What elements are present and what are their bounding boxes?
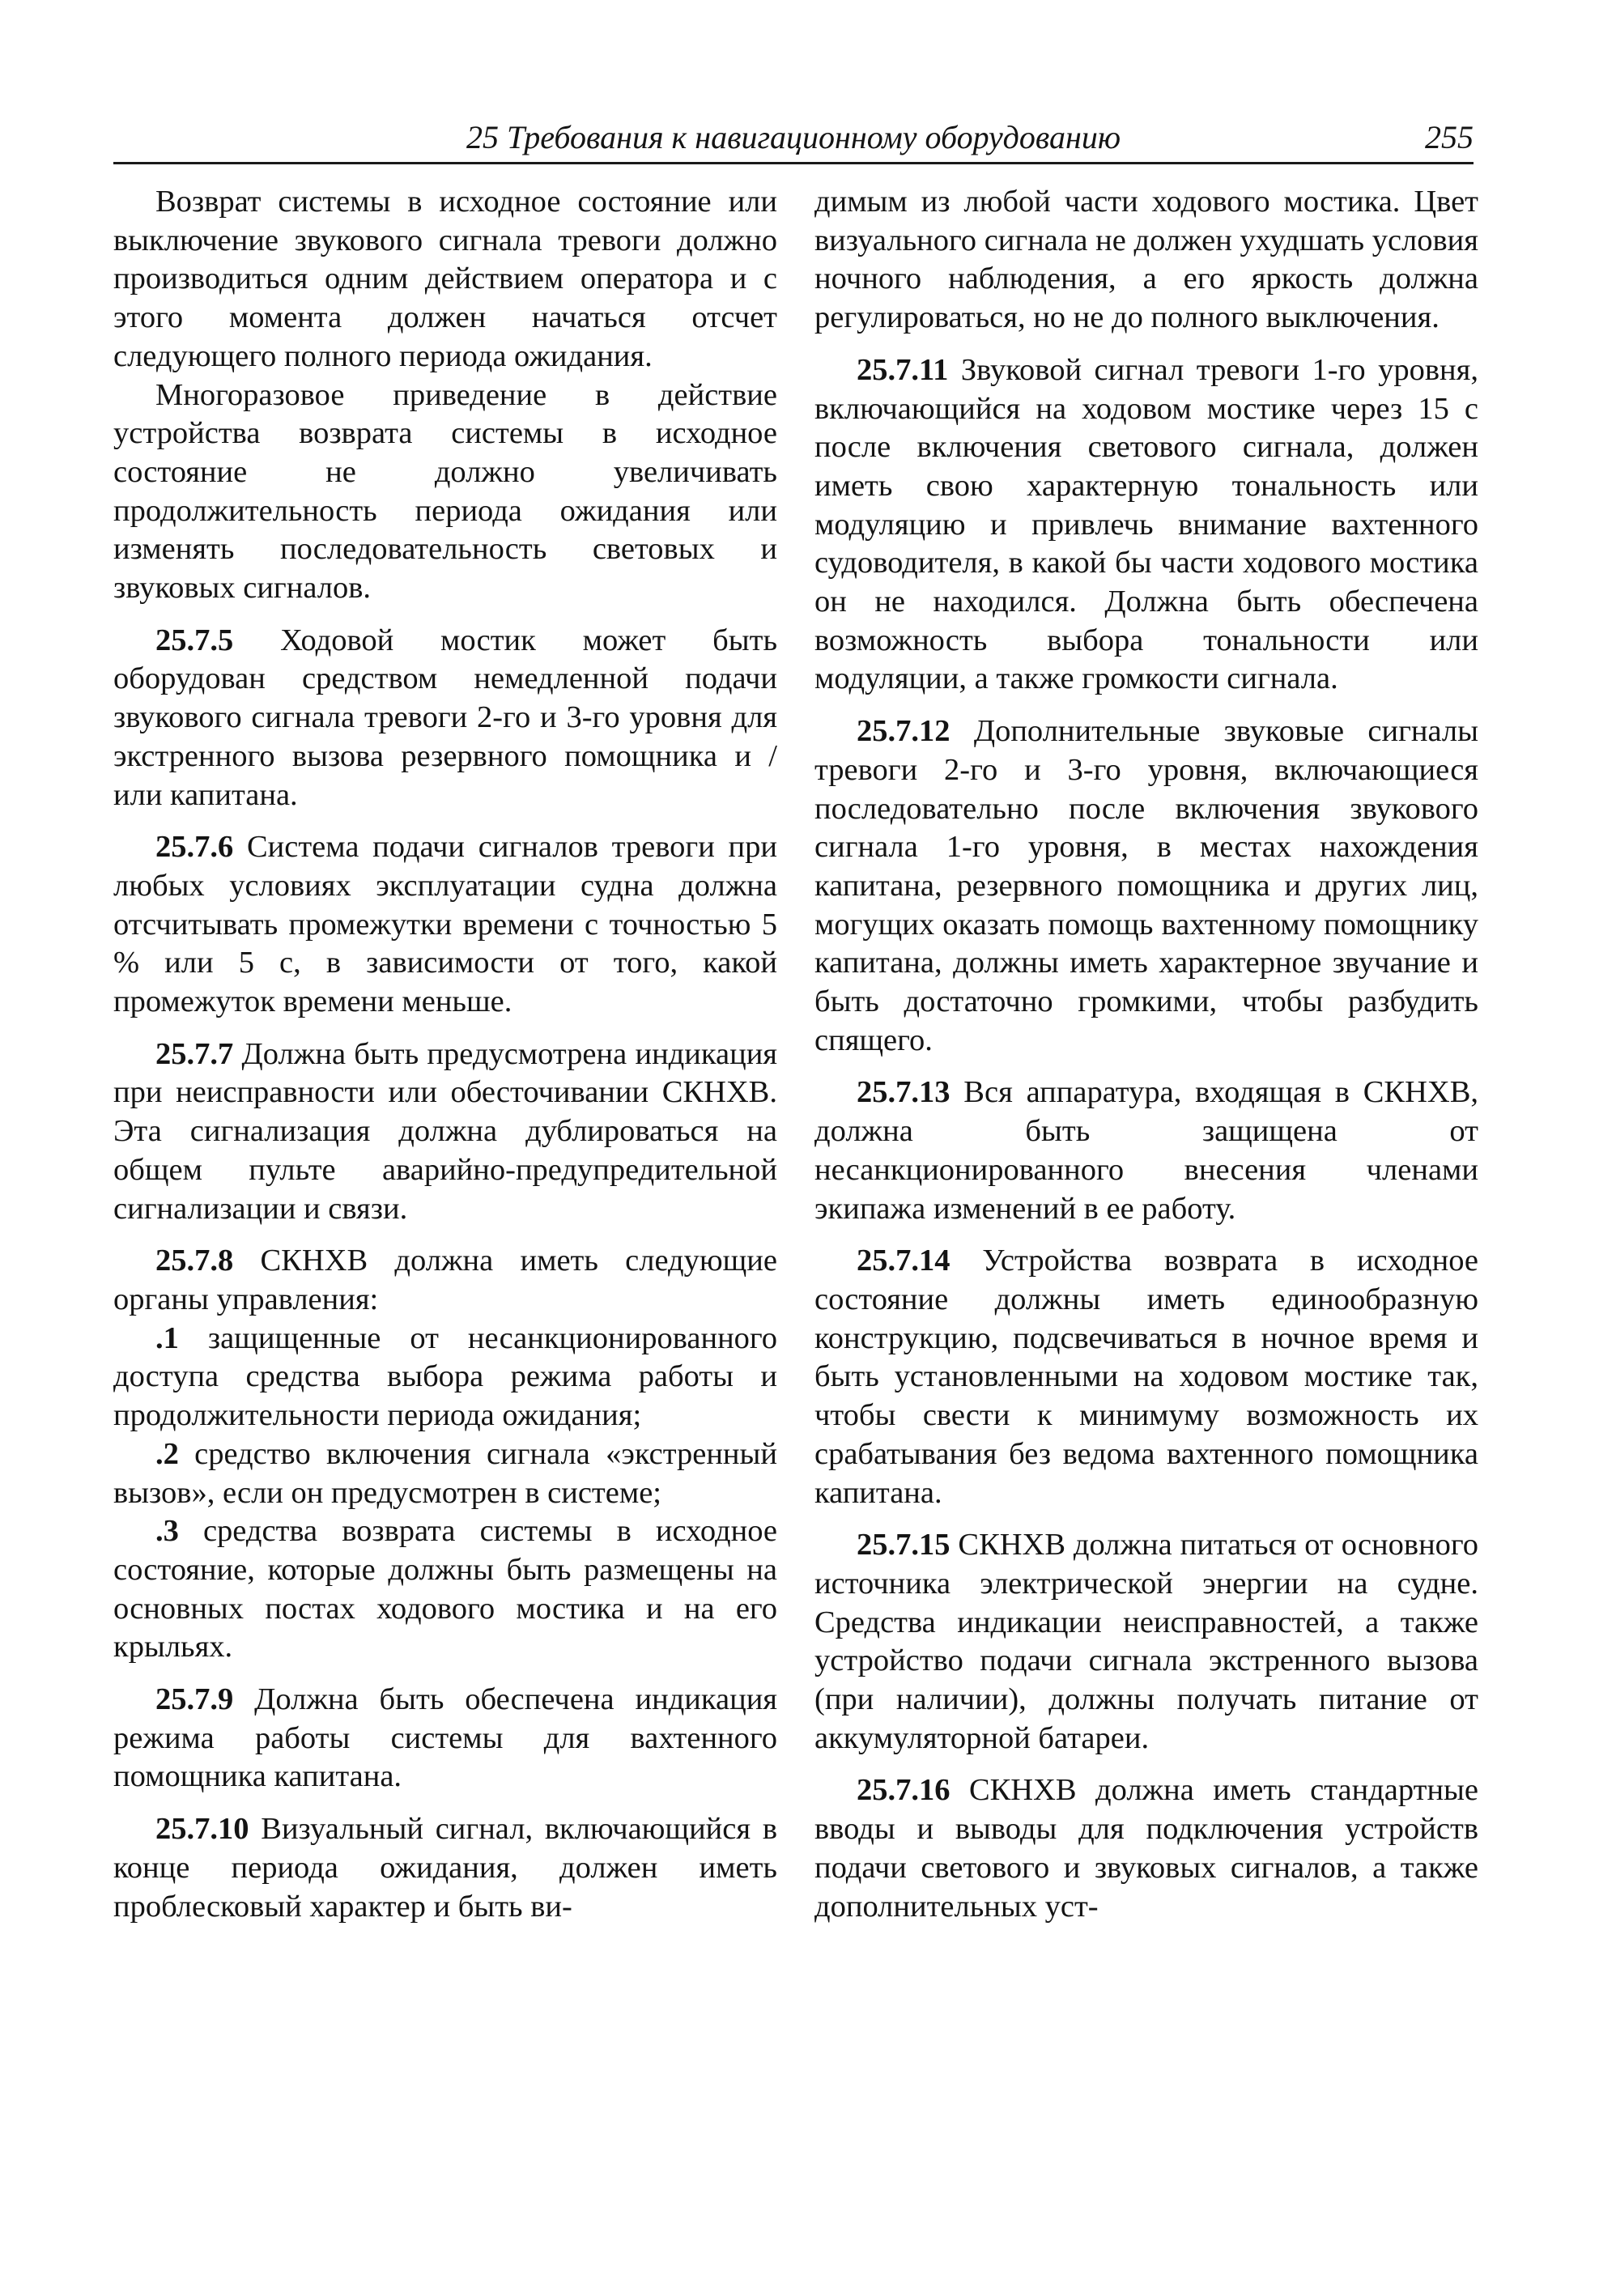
section-text: Звуковой сигнал тревоги 1-го уровня, включающийся на ходовом мостике через 15 с после включения светового сигнала, должен иметь свою характерную тональность или модуляцию и привлечь внимание вахтенного судоводителя, в какой бы части ходового мостика он не находился. Должна быть обеспечена возможность выбора тональности или модуляции, а также громкости сигнала. (814, 352, 1478, 696)
section-number: 25.7.8 (155, 1244, 234, 1278)
section-25-7-14 (814, 1242, 1478, 1512)
section-number: 25.7.16 (857, 1773, 950, 1808)
paragraph-text: Возврат системы в исходное состояние или выключение звукового сигнала тревоги должно производиться одним действием оператора и с этого момента должен начаться отсчет следующего полного периода ожидания. (113, 185, 777, 373)
section-text: СКНХВ должна питаться от основного источника электрической энергии на судне. Средства индикации неисправностей, а также устройство подачи сигнала экстренного вызова (при наличии), должны получать питание от аккумуляторной батареи. (814, 1528, 1479, 1755)
section-25-7-7 (113, 1035, 777, 1229)
paragraph (113, 183, 777, 376)
section-number: 25.7.7 (155, 1036, 234, 1071)
section-25-7-11 (814, 351, 1478, 699)
paragraph-text: Многоразовое приведение в действие устройства возврата системы в исходное состояние не должно увеличивать продолжительность периода ожидания или изменять последовательность световых и звуковых сигналов. (113, 377, 777, 606)
list-item-number: .3 (155, 1514, 179, 1549)
section-number: 25.7.14 (857, 1244, 950, 1278)
chapter-title: 25 Требования к навигационному оборудованию (466, 119, 1121, 155)
list-item-text: средства возврата системы в исходное состояние, которые должны быть размещены на основных постах ходового мостика и на его крыльях. (113, 1514, 777, 1665)
right-column (814, 183, 1478, 1926)
paragraph-text: димым из любой части ходового мостика. Цвет визуального сигнала не должен ухудшать условия ночного наблюдения, а его яркость должна регулироваться, но не до полного выключения. (814, 185, 1478, 335)
section-number: 25.7.11 (857, 352, 949, 387)
section-25-7-15 (814, 1526, 1478, 1758)
section-number: 25.7.15 (857, 1528, 950, 1563)
section-25-7-9 (113, 1681, 777, 1796)
running-header (113, 113, 1474, 164)
list-item-number: .2 (155, 1436, 179, 1471)
section-25-7-13 (814, 1074, 1478, 1228)
section-25-7-6 (113, 828, 777, 1022)
section-25-7-12 (814, 712, 1478, 1060)
section-text: Ходовой мостик может быть оборудован средством немедленной подачи звукового сигнала тревоги 2-го и 3-го уровня для экстренного вызова резервного помощника и / или капитана. (113, 623, 778, 812)
section-text: Должна быть предусмотрена индикация при неисправности или обесточивании СКНХВ. Эта сигнализация должна дублироваться на общем пульте аварийно-предупредительной сигнализации и связи. (113, 1036, 778, 1226)
paragraph-continuation (814, 183, 1478, 338)
section-text: Устройства возврата в исходное состояние должны иметь единообразную конструкцию, подсвечиваться в ночное время и быть установленными на ходовом мостике так, чтобы свести к минимуму возможность их срабатывания без ведома вахтенного помощника капитана. (814, 1244, 1479, 1510)
section-number: 25.7.13 (857, 1075, 950, 1110)
section-number: 25.7.10 (155, 1812, 249, 1847)
list-item (113, 1320, 777, 1435)
page-number: 255 (1425, 119, 1474, 155)
section-text: Визуальный сигнал, включающийся в конце периода ожидания, должен иметь проблесковый характер и быть ви- (113, 1812, 778, 1924)
list-item-text: средство включения сигнала «экстренный вызов», если он предусмотрен в системе; (113, 1436, 778, 1510)
list-item-text: защищенные от несанкционированного доступа средства выбора режима работы и продолжительности периода ожидания; (113, 1320, 777, 1433)
section-text: Вся аппаратура, входящая в СКНХВ, должна быть защищена от несанкционированного внесения членами экипажа изменений в ее работу. (814, 1075, 1478, 1226)
list-item-number: .1 (155, 1320, 179, 1355)
section-number: 25.7.6 (155, 830, 234, 865)
section-25-7-10 (113, 1810, 777, 1926)
section-25-7-8 (113, 1242, 777, 1319)
section-text: Должна быть обеспечена индикация режима работы системы для вахтенного помощника капитана. (113, 1682, 778, 1794)
section-number: 25.7.5 (155, 623, 234, 657)
section-text: СКНХВ должна иметь следующие органы управления: (113, 1244, 777, 1316)
list-item (113, 1512, 777, 1667)
list-item (113, 1435, 777, 1512)
section-text: Система подачи сигналов тревоги при любых условиях эксплуатации судна должна отсчитывать промежутки времени с точностью 5 % или 5 с, в зависимости от того, какой промежуток времени меньше. (113, 830, 778, 1019)
section-25-7-5 (113, 622, 777, 815)
paragraph (113, 376, 777, 608)
left-column (113, 183, 777, 1926)
section-number: 25.7.12 (857, 714, 950, 749)
section-25-7-16 (814, 1771, 1478, 1926)
section-text: Дополнительные звуковые сигналы тревоги 2-го и 3-го уровня, включающиеся последовательно после включения звукового сигнала 1-го уровня, в местах нахождения капитана, резервного помощника и других лиц, могущих оказать помощь вахтенному помощнику капитана, должны иметь характерное звучание и быть достаточно громкими, чтобы разбудить спящего. (814, 714, 1478, 1057)
section-text: СКНХВ должна иметь стандартные вводы и выводы для подключения устройств подачи светового и звуковых сигналов, а также дополнительных уст- (814, 1773, 1479, 1924)
section-number: 25.7.9 (155, 1682, 234, 1717)
